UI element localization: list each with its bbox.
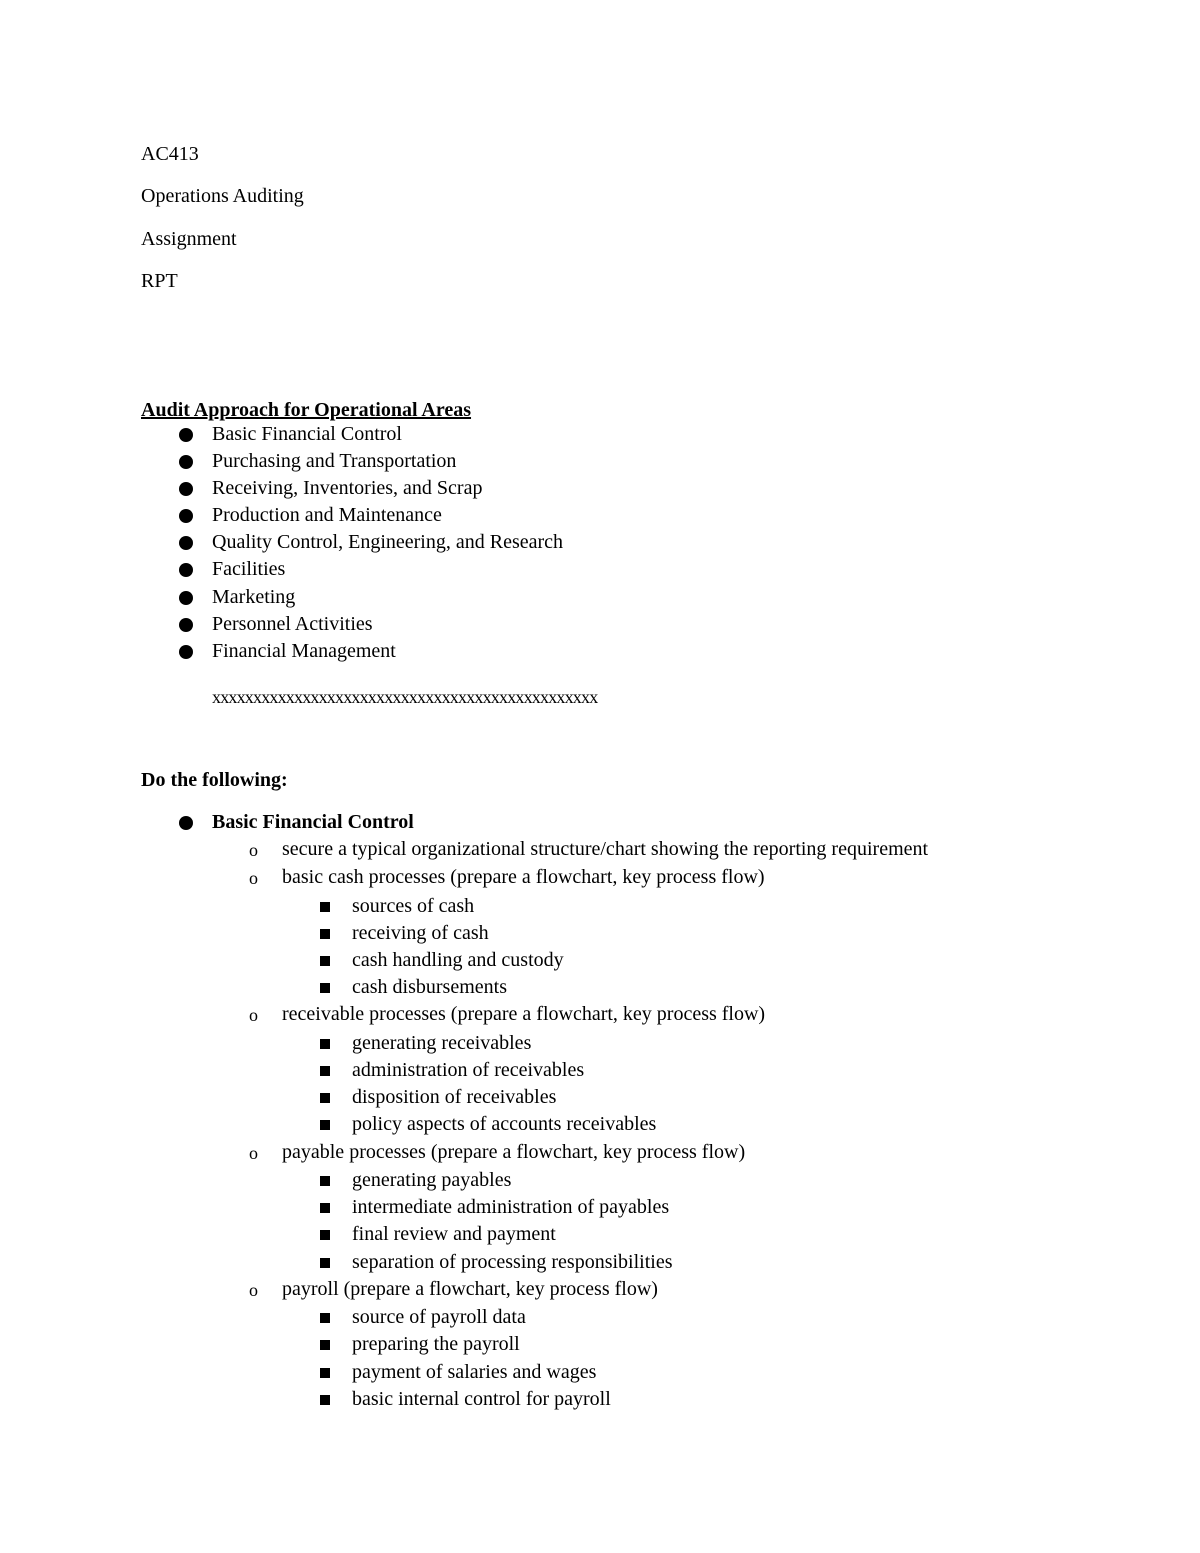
subtask-item-label: cash handling and custody — [352, 949, 564, 971]
square-bullet-icon — [320, 1093, 330, 1103]
circle-bullet-icon: o — [249, 868, 258, 888]
subtask-item-label: generating payables — [352, 1169, 512, 1191]
bullet-disc-icon — [179, 591, 193, 605]
subtask-item-label: preparing the payroll — [352, 1333, 520, 1355]
bullet-disc-icon — [179, 536, 193, 550]
square-bullet-icon — [320, 1039, 330, 1049]
bullet-disc-icon — [179, 563, 193, 577]
bullet-disc-icon — [179, 645, 193, 659]
square-bullet-icon — [320, 1120, 330, 1130]
approach-heading: Audit Approach for Operational Areas — [141, 399, 472, 421]
square-bullet-icon — [320, 1258, 330, 1268]
square-bullet-icon — [320, 1176, 330, 1186]
task-item-label: payroll (prepare a flowchart, key process flow) — [282, 1278, 658, 1300]
square-bullet-icon — [320, 1395, 330, 1405]
section-title: Basic Financial Control — [212, 811, 414, 833]
subtask-item-label: payment of salaries and wages — [352, 1361, 597, 1383]
subtask-item-label: source of payroll data — [352, 1306, 526, 1328]
list-item-label: Quality Control, Engineering, and Research — [212, 531, 564, 553]
square-bullet-icon — [320, 1313, 330, 1323]
circle-bullet-icon: o — [249, 1005, 258, 1025]
bullet-disc-icon — [179, 482, 193, 496]
bullet-disc-icon — [179, 816, 193, 830]
list-item-label: Facilities — [212, 558, 286, 580]
square-bullet-icon — [320, 902, 330, 912]
tasks-heading: Do the following: — [141, 769, 288, 791]
subtask-item-label: receiving of cash — [352, 922, 489, 944]
bullet-disc-icon — [179, 428, 193, 442]
subtask-item-label: basic internal control for payroll — [352, 1388, 611, 1410]
circle-bullet-icon: o — [249, 1143, 258, 1163]
list-item-label: Purchasing and Transportation — [212, 450, 457, 472]
list-item-label: Financial Management — [212, 640, 396, 662]
list-item-label: Personnel Activities — [212, 613, 373, 635]
circle-bullet-icon: o — [249, 840, 258, 860]
task-item-label: basic cash processes (prepare a flowchart, key process flow) — [282, 866, 765, 888]
square-bullet-icon — [320, 1203, 330, 1213]
subtask-item-label: cash disbursements — [352, 976, 507, 998]
bullet-disc-icon — [179, 509, 193, 523]
bullet-disc-icon — [179, 455, 193, 469]
list-item-label: Production and Maintenance — [212, 504, 442, 526]
list-item-label: Marketing — [212, 586, 296, 608]
square-bullet-icon — [320, 1066, 330, 1076]
task-item-label: secure a typical organizational structure/chart showing the reporting requirement — [282, 838, 929, 860]
course-title: Operations Auditing — [141, 185, 304, 207]
square-bullet-icon — [320, 983, 330, 993]
document-type: Assignment — [141, 228, 237, 250]
subtask-item-label: policy aspects of accounts receivables — [352, 1113, 657, 1135]
subtask-item-label: disposition of receivables — [352, 1086, 557, 1108]
subtask-item-label: intermediate administration of payables — [352, 1196, 670, 1218]
square-bullet-icon — [320, 1340, 330, 1350]
square-bullet-icon — [320, 956, 330, 966]
topic-label: RPT — [141, 270, 178, 292]
task-item-label: payable processes (prepare a flowchart, key process flow) — [282, 1141, 746, 1163]
square-bullet-icon — [320, 1230, 330, 1240]
course-code: AC413 — [141, 143, 199, 165]
subtask-item-label: separation of processing responsibilities — [352, 1251, 673, 1273]
subtask-item-label: generating receivables — [352, 1032, 532, 1054]
task-item-label: receivable processes (prepare a flowchart, key process flow) — [282, 1003, 766, 1025]
circle-bullet-icon: o — [249, 1280, 258, 1300]
subtask-item-label: sources of cash — [352, 895, 475, 917]
separator-line: xxxxxxxxxxxxxxxxxxxxxxxxxxxxxxxxxxxxxxxxxxxxxxx — [212, 687, 598, 707]
subtask-item-label: final review and payment — [352, 1223, 556, 1245]
list-item-label: Basic Financial Control — [212, 423, 402, 445]
square-bullet-icon — [320, 1368, 330, 1378]
bullet-disc-icon — [179, 618, 193, 632]
square-bullet-icon — [320, 929, 330, 939]
list-item-label: Receiving, Inventories, and Scrap — [212, 477, 483, 499]
subtask-item-label: administration of receivables — [352, 1059, 585, 1081]
